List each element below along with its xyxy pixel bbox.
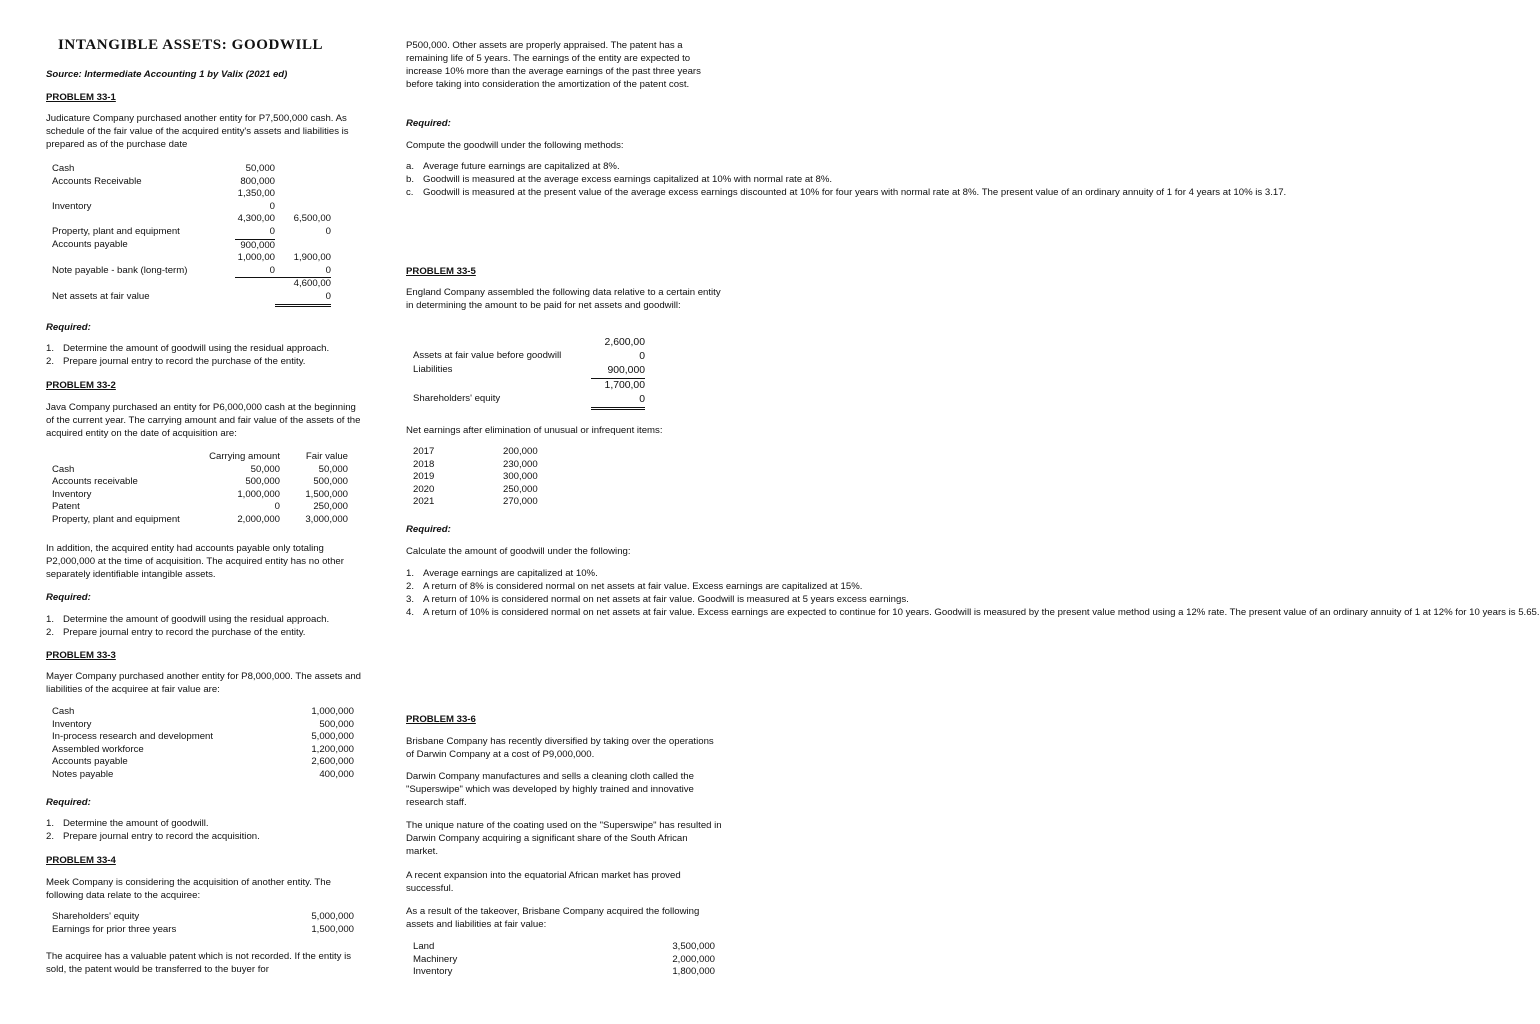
- p3-item-2-text: Prepare journal entry to record the acquisition.: [63, 831, 260, 842]
- p3-table: [52, 706, 354, 782]
- p4-compute: Compute the goodwill under the following methods:: [406, 140, 624, 151]
- p4-r0-label: Shareholders' equity: [52, 911, 140, 922]
- p3-r3-label: Assembled workforce: [52, 743, 144, 755]
- p6-r0-v: 3,500,000: [672, 941, 715, 952]
- p5-e1-value: 230,000: [503, 458, 538, 470]
- p4-item-b-text: Goodwill is measured at the average excess earnings capitalized at 10% with normal rate at 8%.: [423, 174, 833, 185]
- p2-r1-a: 500,000: [245, 476, 280, 488]
- p3-item-1: 1. Determine the amount of goodwill.: [46, 818, 209, 829]
- p3-item-1-text: Determine the amount of goodwill.: [63, 818, 209, 829]
- p2-required: Required:: [46, 592, 91, 603]
- p3-r2-label: In-process research and development: [52, 731, 214, 743]
- p1-r4-label: [52, 213, 235, 226]
- p2-item-2: 2. Prepare journal entry to record the purchase of the entity.: [46, 627, 306, 638]
- p4-continued: P500,000. Other assets are properly appraised. The patent has a remaining life of 5 years. The earnings of the entity are expected to increase 10% more than the average earnings of the past three years before taking into consideration the amortization of the patent cost.: [406, 40, 701, 90]
- p6-text2: Darwin Company manufactures and sells a cleaning cloth called the "Superswipe" which was developed by highly trained and innovative research staff.: [406, 771, 694, 808]
- p2-heading: PROBLEM 33-2: [46, 380, 116, 391]
- p1-item-2-text: Prepare journal entry to record the purchase of the entity.: [63, 356, 306, 367]
- p3-r4-label: Accounts payable: [52, 756, 128, 768]
- p1-r9-b: 4,600,00: [293, 278, 331, 290]
- p1-item-1: 1. Determine the amount of goodwill using the residual approach.: [46, 343, 330, 354]
- p1-list: [46, 342, 364, 368]
- p5-text: England Company assembled the following data relative to a certain entity in determining the amount to be paid for net assets and goodwill:: [406, 287, 721, 311]
- p1-heading: PROBLEM 33-1: [46, 92, 116, 103]
- p5-item-3: 3. A return of 10% is considered normal on net assets at fair value. Goodwill is measured at 5 years excess earnings.: [406, 594, 909, 605]
- p5-r4-v: 0: [591, 393, 645, 409]
- p5-e1-year: 2018: [413, 458, 435, 470]
- p3-r2-v: 5,000,000: [311, 731, 354, 743]
- p4-table: [52, 911, 354, 936]
- p6-r2-v: 1,800,000: [672, 966, 715, 978]
- p4-list: [406, 160, 1287, 199]
- p5-r3-label: [413, 379, 591, 394]
- p1-r2-a: 1,350,00: [237, 188, 275, 200]
- p6-r2-label: Inventory: [413, 966, 453, 978]
- p6-r0-label: Land: [413, 941, 435, 952]
- p5-item-1: 1. Average earnings are capitalized at 10%.: [406, 568, 598, 579]
- p2-col1-header: Carrying amount: [209, 451, 280, 462]
- p2-r4-b: 3,000,000: [305, 513, 348, 525]
- p1-r1-b: [275, 176, 331, 189]
- p2-r3-label: Patent: [52, 501, 80, 513]
- p5-list: [406, 567, 1540, 619]
- p4-item-b: [406, 173, 833, 186]
- p1-r8-a: 0: [235, 265, 275, 278]
- p5-e2-value: 300,000: [503, 471, 538, 483]
- p5-heading: PROBLEM 33-5: [406, 266, 476, 277]
- p1-r8-label: Note payable - bank (long-term): [52, 264, 188, 276]
- p5-r2-v: 900,000: [591, 364, 645, 379]
- p2-list: [46, 613, 364, 639]
- p2-r0-b: 50,000: [318, 463, 348, 475]
- p1-r10-label: Net assets at fair value: [52, 290, 150, 302]
- p1-r4-b: 6,500,00: [293, 213, 331, 225]
- p1-r3-b: [275, 201, 331, 214]
- p2-r2-a: 1,000,000: [237, 488, 280, 500]
- p5-item-1-text: Average earnings are capitalized at 10%.: [423, 568, 598, 579]
- p2-r1-b: 500,000: [313, 476, 348, 488]
- p2-r0-a: 50,000: [250, 463, 280, 475]
- p4-text: Meek Company is considering the acquisition of another entity. The following data relate to the acquiree:: [46, 877, 331, 901]
- p2-col2-header: Fair value: [305, 451, 348, 462]
- p2-r4-label: Property, plant and equipment: [52, 513, 180, 525]
- p5-e3-year: 2020: [413, 483, 435, 495]
- p1-item-1-text: Determine the amount of goodwill using the residual approach.: [63, 343, 330, 354]
- p2-text2: In addition, the acquired entity had accounts payable only totaling P2,000,000 at the time of acquisition. The acquired entity has no other separately identifiable intangible assets.: [46, 543, 344, 580]
- p5-r0-label: [413, 336, 591, 350]
- p1-item-2: 2. Prepare journal entry to record the purchase of the entity.: [46, 356, 306, 367]
- p6-text1: Brisbane Company has recently diversified by taking over the operations of Darwin Company at a cost of P9,000,000.: [406, 736, 714, 760]
- p3-r5-v: 400,000: [319, 768, 354, 780]
- p3-item-2: 2. Prepare journal entry to record the acquisition.: [46, 831, 260, 842]
- p4-r1-v: 1,500,000: [311, 923, 354, 935]
- p6-text4: A recent expansion into the equatorial African market has proved successful.: [406, 870, 681, 894]
- source-line: Source: Intermediate Accounting 1 by Valix (2021 ed): [46, 69, 288, 80]
- p1-r5-label: Property, plant and equipment: [52, 225, 180, 237]
- p1-r7-a: 1,000,00: [237, 252, 275, 264]
- p5-r1-label: Assets at fair value before goodwill: [413, 350, 562, 361]
- p1-r4-a: 4,300,00: [237, 213, 275, 225]
- p2-r3-a: 0: [274, 501, 280, 513]
- p6-r1-label: Machinery: [413, 953, 458, 965]
- p4-r0-v: 5,000,000: [311, 911, 354, 922]
- p2-r2-b: 1,500,000: [305, 488, 348, 500]
- p5-e2-year: 2019: [413, 471, 435, 483]
- p4-item-a-marker: a.: [406, 161, 415, 172]
- p6-r1-v: 2,000,000: [672, 953, 715, 965]
- p3-r4-v: 2,600,000: [311, 756, 354, 768]
- p3-r1-label: Inventory: [52, 718, 92, 730]
- p6-heading: PROBLEM 33-6: [406, 714, 476, 725]
- p5-r4-label: Shareholders' equity: [413, 393, 501, 404]
- p1-r2-label: [52, 188, 235, 201]
- p1-r9-label: [52, 278, 235, 291]
- p1-r10-a: [235, 291, 275, 305]
- p5-e0-value: 200,000: [503, 446, 538, 457]
- p2-r3-b: 250,000: [313, 501, 348, 513]
- p2-item-1: 1. Determine the amount of goodwill using the residual approach.: [46, 614, 330, 625]
- p6-table: [413, 941, 715, 979]
- p1-r0-label: Cash: [52, 163, 75, 174]
- p3-r3-v: 1,200,000: [311, 743, 354, 755]
- p1-r3-label: Inventory: [52, 200, 92, 212]
- p2-r0-label: Cash: [52, 463, 75, 475]
- p1-r0-a: 50,000: [245, 163, 275, 174]
- p4-item-c-marker: c.: [406, 187, 414, 198]
- p2-item-1-text: Determine the amount of goodwill using the residual approach.: [63, 614, 330, 625]
- p1-r1-a: 800,000: [240, 175, 275, 187]
- p6-text3: The unique nature of the coating used on the "Superswipe" has resulted in Darwin Company acquiring a significant share of the South African market.: [406, 820, 722, 857]
- p5-calc: Calculate the amount of goodwill under the following:: [406, 546, 631, 557]
- p1-r10-b: 0: [275, 291, 331, 305]
- p5-item-2: 2. A return of 8% is considered normal on net assets at fair value. Excess earnings are capitalized at 15%.: [406, 581, 863, 592]
- p5-item-4: 4. A return of 10% is considered normal on net assets at fair value. Excess earnings are expected to continue for 10 years. Goodwill is measured by the present value method using a 12% rate. The present value of an ordinary annuity of 1 at 12% for 10 years is 5.65.: [406, 607, 1540, 618]
- p3-list: [46, 817, 364, 843]
- p3-r0-label: Cash: [52, 706, 75, 717]
- p1-r0-b: [275, 163, 331, 176]
- p5-earnings-table: [413, 446, 538, 509]
- p1-r7-b: 1,900,00: [293, 252, 331, 264]
- p1-r3-a: 0: [269, 200, 275, 212]
- p1-text: Judicature Company purchased another entity for P7,500,000 cash. As schedule of the fair value of the acquired entity's assets and liabilities is prepared as of the purchase date: [46, 113, 349, 150]
- p4-item-c-text: Goodwill is measured at the present value of the average excess earnings discounted at 10% for four years with normal rate at 8%. The present value of an ordinary annuity of 1 for 4 years at 10% is 3.17.: [423, 187, 1287, 198]
- p1-r8-b: 0: [275, 265, 331, 278]
- p3-required: Required:: [46, 797, 91, 808]
- p1-r7-label: [52, 252, 235, 265]
- p1-r5-a: 0: [235, 226, 275, 239]
- p2-item-2-text: Prepare journal entry to record the purchase of the entity.: [63, 627, 306, 638]
- p5-e4-year: 2021: [413, 496, 435, 508]
- page-title: INTANGIBLE ASSETS: GOODWILL: [58, 37, 324, 53]
- p4-r1-label: Earnings for prior three years: [52, 923, 177, 935]
- p5-r2-label: Liabilities: [413, 364, 453, 375]
- p4-item-a: [406, 160, 722, 173]
- p4-item-c: [406, 186, 1287, 199]
- p3-r0-v: 1,000,000: [311, 706, 354, 717]
- p4-heading: PROBLEM 33-4: [46, 855, 116, 866]
- p5-e0-year: 2017: [413, 446, 435, 457]
- p4-text2: The acquiree has a valuable patent which is not recorded. If the entity is sold, the patent would be transferred to the buyer for: [46, 951, 352, 975]
- p5-item-3-text: A return of 10% is considered normal on net assets at fair value. Goodwill is measured at 5 years excess earnings.: [423, 594, 909, 605]
- p5-e4-value: 270,000: [503, 496, 538, 508]
- p4-item-b-marker: b.: [406, 174, 415, 185]
- p4-required: Required:: [406, 118, 451, 129]
- p5-r0-v: 2,600,00: [604, 337, 645, 348]
- p5-r1-v: 0: [639, 351, 645, 362]
- p5-table: [413, 336, 645, 410]
- p1-required: Required:: [46, 322, 91, 333]
- p3-text: Mayer Company purchased another entity for P8,000,000. The assets and liabilities of the acquiree at fair value are:: [46, 671, 362, 695]
- p5-required: Required:: [406, 524, 451, 535]
- p5-net-label: Net earnings after elimination of unusual or infrequent items:: [406, 425, 663, 436]
- p1-table: [52, 163, 331, 307]
- p3-r5-label: Notes payable: [52, 768, 114, 780]
- p5-item-2-text: A return of 8% is considered normal on net assets at fair value. Excess earnings are capitalized at 15%.: [423, 581, 863, 592]
- p5-r3-v: 1,700,00: [604, 380, 645, 391]
- p6-text5: As a result of the takeover, Brisbane Company acquired the following assets and liabilities at fair value:: [406, 906, 700, 930]
- p1-r9-a: [235, 278, 275, 291]
- p5-e3-value: 250,000: [503, 483, 538, 495]
- p2-r4-a: 2,000,000: [237, 513, 280, 525]
- p1-r6-b: [275, 239, 331, 252]
- p1-r5-b: 0: [325, 225, 331, 237]
- p1-r6-label: Accounts payable: [52, 239, 128, 251]
- p2-table: [52, 451, 348, 527]
- p2-r2-label: Inventory: [52, 488, 92, 500]
- p1-r1-label: Accounts Receivable: [52, 175, 142, 187]
- p4-item-a-text: Average future earnings are capitalized at 8%.: [423, 161, 620, 172]
- p1-r6-a: 900,000: [240, 239, 275, 251]
- p3-heading: PROBLEM 33-3: [46, 650, 116, 661]
- p2-text: Java Company purchased an entity for P6,000,000 cash at the beginning of the current year. The carrying amount and fair value of the assets of the acquired entity on the date of acquisition are:: [46, 402, 361, 439]
- p5-item-4-text: A return of 10% is considered normal on net assets at fair value. Excess earnings are expected to continue for 10 years. Goodwill is measured by the present value method using a 12% rate. The present value of an ordinary annuity of 1 at 12% for 10 years is 5.65.: [423, 607, 1540, 618]
- p3-r1-v: 500,000: [319, 718, 354, 730]
- p1-r2-b: [275, 188, 331, 201]
- p2-r1-label: Accounts receivable: [52, 476, 138, 488]
